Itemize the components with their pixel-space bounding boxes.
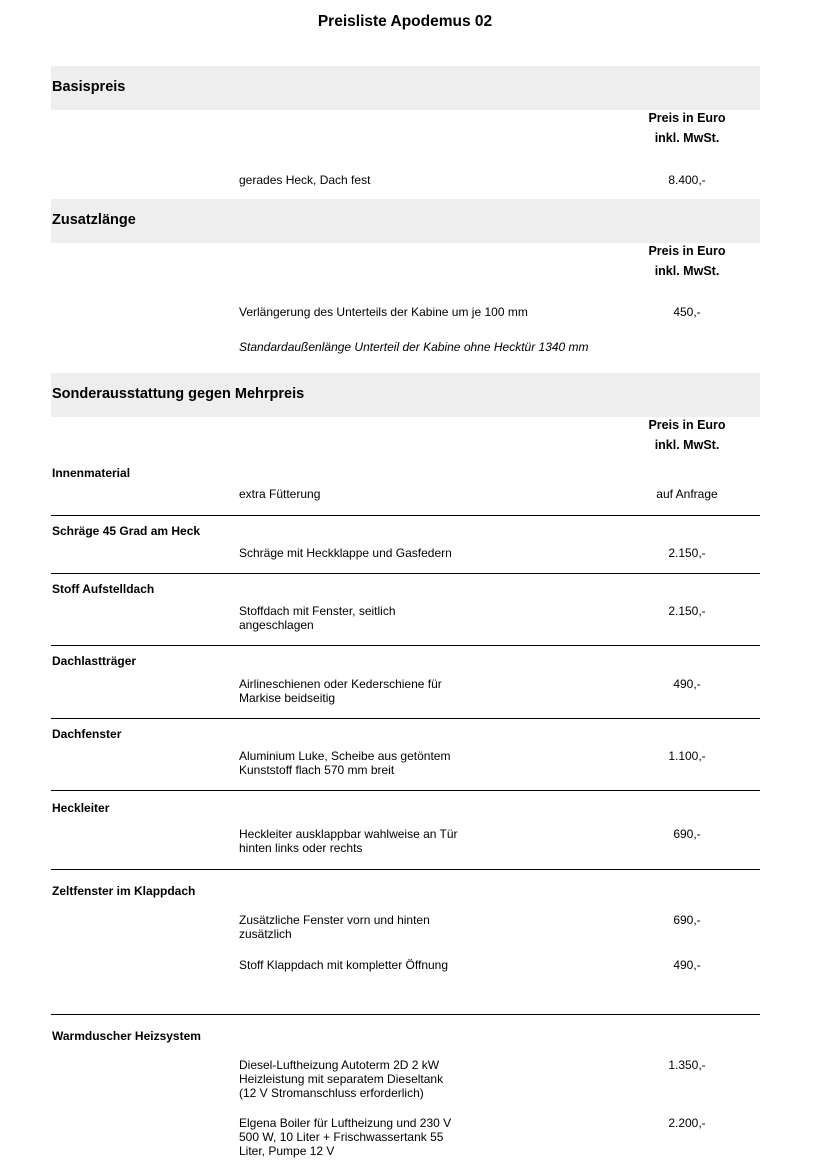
price-header-line2: inkl. MwSt. — [654, 438, 720, 452]
item-description: extra Fütterung — [239, 487, 321, 501]
section-header-basispreis — [51, 66, 760, 110]
category-label: Heckleiter — [52, 801, 110, 815]
item-price: 490,- — [673, 958, 701, 972]
item-price: 2.150,- — [668, 546, 706, 560]
item-price: 8.400,- — [668, 173, 706, 187]
item-description: Aluminium Luke, Scheibe aus getöntem Kunststoff flach 570 mm breit — [239, 749, 451, 777]
item-price: 2.150,- — [668, 604, 706, 618]
price-header-line1: Preis in Euro — [648, 244, 726, 258]
section-title: Basispreis — [52, 79, 126, 95]
price-header-line1: Preis in Euro — [648, 418, 726, 432]
item-price: 2.200,- — [668, 1116, 706, 1130]
section-title: Zusatzlänge — [52, 212, 136, 228]
category-label: Zeltfenster im Klappdach — [52, 884, 196, 898]
item-description: Verlängerung des Unterteils der Kabine um je 100 mm — [239, 305, 528, 319]
price-header-line2: inkl. MwSt. — [654, 131, 720, 145]
section-title: Sonderausstattung gegen Mehrpreis — [52, 386, 305, 402]
category-label: Warmduscher Heizsystem — [52, 1029, 201, 1043]
divider — [51, 515, 760, 516]
category-label: Schräge 45 Grad am Heck — [52, 524, 201, 538]
item-description: Zusätzliche Fenster vorn und hinten zusätzlich — [239, 913, 430, 941]
item-note: Standardaußenlänge Unterteil der Kabine ohne Hecktür 1340 mm — [239, 340, 589, 354]
divider — [51, 1014, 760, 1015]
item-price: 1.350,- — [668, 1058, 706, 1072]
category-label: Dachfenster — [52, 727, 122, 741]
item-price: 1.100,- — [668, 749, 706, 763]
price-column-header — [645, 108, 729, 148]
category-label: Dachlastträger — [52, 654, 137, 668]
item-description: gerades Heck, Dach fest — [239, 173, 371, 187]
item-description: Stoff Klappdach mit kompletter Öffnung — [239, 958, 449, 972]
section-header-sonderausstattung — [51, 373, 760, 417]
item-description: Stoffdach mit Fenster, seitlich angeschlagen — [239, 604, 396, 632]
item-price: 690,- — [673, 913, 701, 927]
item-description: Diesel-Luftheizung Autoterm 2D 2 kW Heizleistung mit separatem Dieseltank (12 V Stromanschluss erforderlich) — [239, 1058, 444, 1100]
item-description: Elgena Boiler für Luftheizung und 230 V 500 W, 10 Liter + Frischwassertank 55 Liter, Pumpe 12 V — [239, 1116, 452, 1158]
price-header-line1: Preis in Euro — [648, 111, 726, 125]
category-label: Stoff Aufstelldach — [52, 582, 155, 596]
divider — [51, 790, 760, 791]
item-description: Heckleiter ausklappbar wahlweise an Tür hinten links oder rechts — [239, 827, 458, 855]
item-description: Schräge mit Heckklappe und Gasfedern — [239, 546, 452, 560]
category-label: Innenmaterial — [52, 466, 131, 480]
page-title: Preisliste Apodemus 02 — [317, 13, 493, 30]
section-header-zusatzlaenge — [51, 199, 760, 243]
price-column-header — [645, 241, 729, 281]
divider — [51, 718, 760, 719]
price-header-line2: inkl. MwSt. — [654, 264, 720, 278]
item-price: 490,- — [673, 677, 701, 691]
divider — [51, 869, 760, 870]
divider — [51, 573, 760, 574]
item-price: 690,- — [673, 827, 701, 841]
divider — [51, 645, 760, 646]
price-column-header — [645, 415, 729, 455]
item-description: Airlineschienen oder Kederschiene für Markise beidseitig — [239, 677, 442, 705]
item-price: 450,- — [673, 305, 701, 319]
item-price: auf Anfrage — [656, 487, 718, 501]
